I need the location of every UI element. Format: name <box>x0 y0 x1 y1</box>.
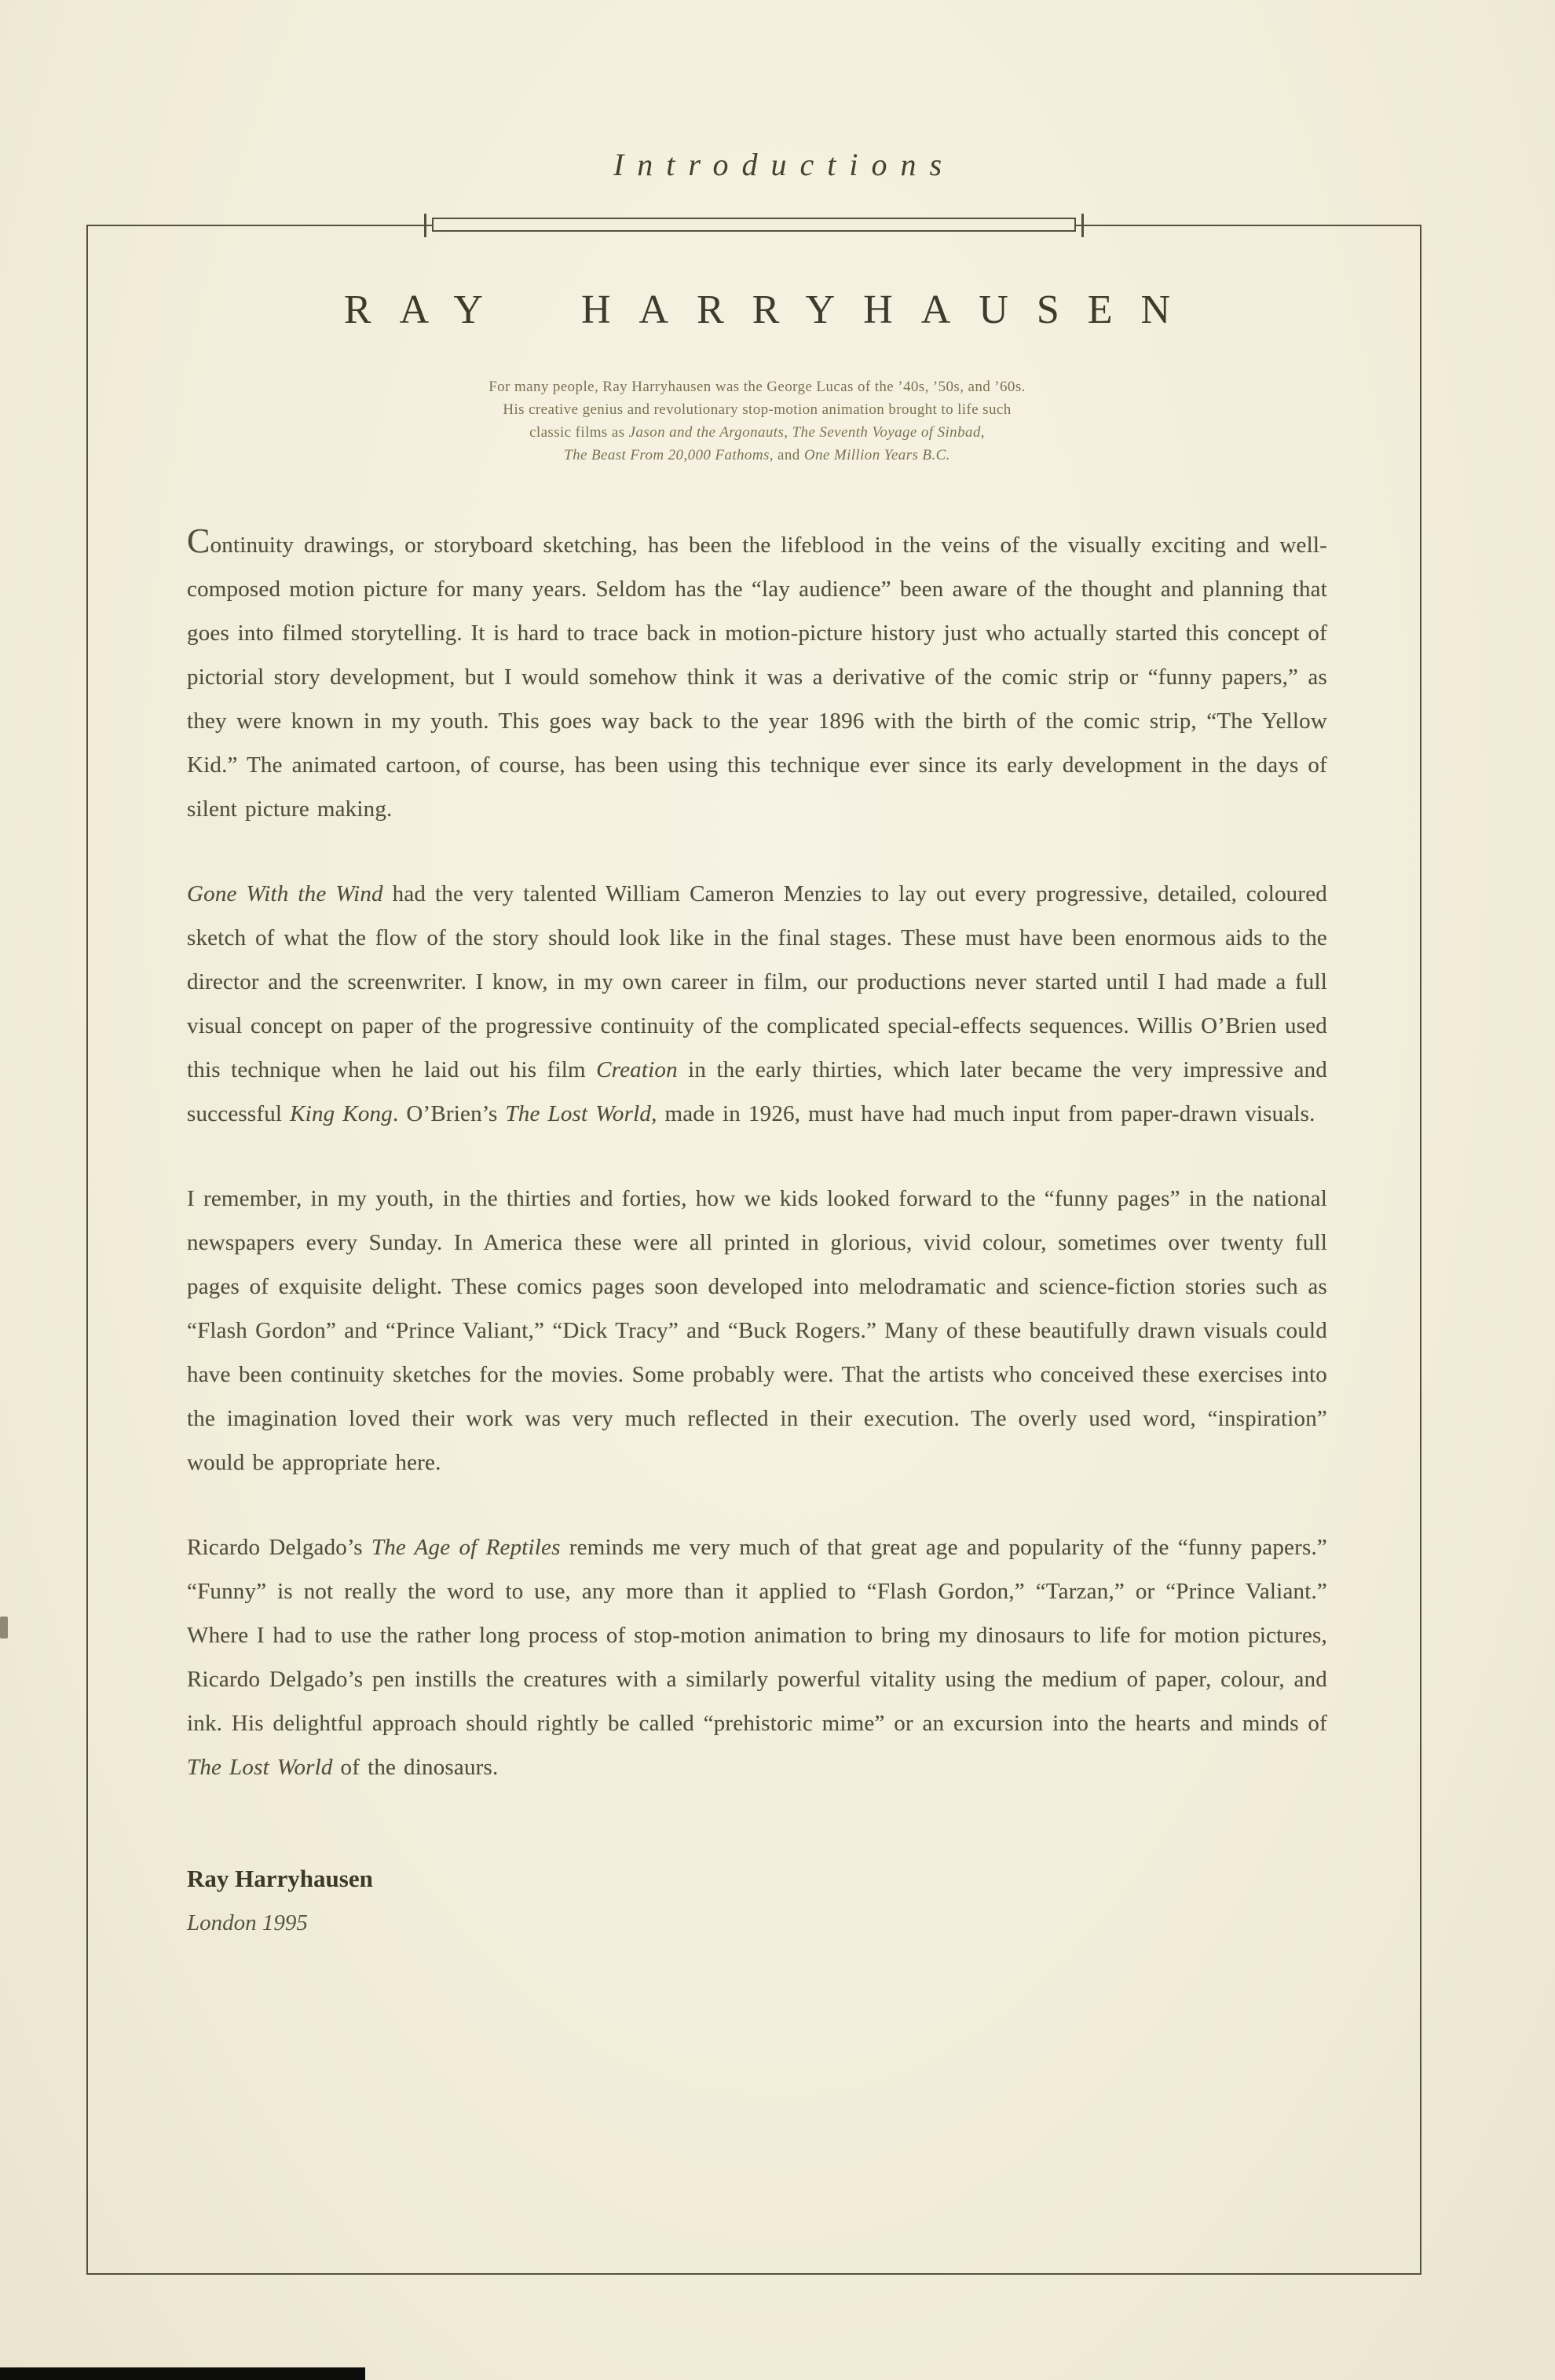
credit-line: For many people, Ray Harryhausen was the George Lucas of the ’40s, ’50s, and ’60s. <box>488 379 1026 395</box>
content-frame <box>86 225 1421 2275</box>
author-credit <box>187 375 1327 467</box>
credit-line: His creative genius and revolutionary stop-motion animation brought to life such <box>503 401 1012 418</box>
header-ornament <box>432 218 1076 232</box>
introduction-text <box>187 523 1327 1789</box>
section-title: Introductions <box>613 147 956 182</box>
signature-block <box>187 1862 1327 1940</box>
scan-artifact-mark <box>0 1617 8 1639</box>
body-paragraph: Gone With the Wind had the very talented William Cameron Menzies to lay out every progressive, detailed, coloured sketch of what the flow of the story should look like in the final stages. These must have been enormous aids to the director and the screenwriter. I know, in my own career in film, our productions never started until I had made a full visual concept on paper of the progressive continuity of the complicated special-effects sequences. Willis O’Brien used this technique when he laid out his film Creation in the early thirties, which later became the very impressive and successful King Kong. O’Brien’s The Lost World, made in 1926, must have had much input from paper-drawn visuals. <box>187 881 1328 1126</box>
signature-place-date: London 1995 <box>187 1910 308 1935</box>
body-paragraph: Continuity drawings, or storyboard sketching, has been the lifeblood in the veins of the visually exciting and well-composed motion picture for many years. Seldom has the “lay audience” been aware of the thought and planning that goes into filmed storytelling. It is hard to trace back in motion-picture history just who actually started this concept of pictorial story development, but I would somehow think it was a derivative of the comic strip or “funny papers,” as they were known in my youth. This goes way back to the year 1896 with the birth of the comic strip, “The Yellow Kid.” The animated cartoon, of course, has been using this technique ever since its early development in the days of silent picture making. <box>187 522 1327 822</box>
credit-line: The Beast From 20,000 Fathoms, and One Million Years B.C. <box>564 447 950 463</box>
body-paragraph: Ricardo Delgado’s The Age of Reptiles reminds me very much of that great age and popularity of the “funny papers.” “Funny” is not really the word to use, any more than it applied to “Flash Gordon,” “Tarzan,” or “Prince Valiant.” Where I had to use the rather long process of stop-motion animation to bring my dinosaurs to life for motion pictures, Ricardo Delgado’s pen instills the creatures with a similarly powerful vitality using the medium of paper, colour, and ink. His delightful approach should rightly be called “prehistoric mime” or an excursion into the hearts and minds of The Lost World of the dinosaurs. <box>187 1535 1327 1780</box>
signature-name: Ray Harryhausen <box>187 1865 373 1892</box>
scan-artifact-bar <box>0 2367 365 2380</box>
credit-line: classic films as Jason and the Argonauts, The Seventh Voyage of Sinbad, <box>529 424 985 441</box>
body-paragraph: I remember, in my youth, in the thirties and forties, how we kids looked forward to the “funny pages” in the national newspapers every Sunday. In America these were all printed in glorious, vivid colour, sometimes over twenty full pages of exquisite delight. These comics pages soon developed into melodramatic and science-fiction stories such as “Flash Gordon” and “Prince Valiant,” “Dick Tracy” and “Buck Rogers.” Many of these beautifully drawn visuals could have been continuity sketches for the movies. Some probably were. That the artists who conceived these exercises into the imagination loved their work was very much reflected in their execution. The overly used word, “inspiration” would be appropriate here. <box>187 1186 1327 1475</box>
author-heading: RAY HARRYHAUSEN <box>343 287 1199 332</box>
